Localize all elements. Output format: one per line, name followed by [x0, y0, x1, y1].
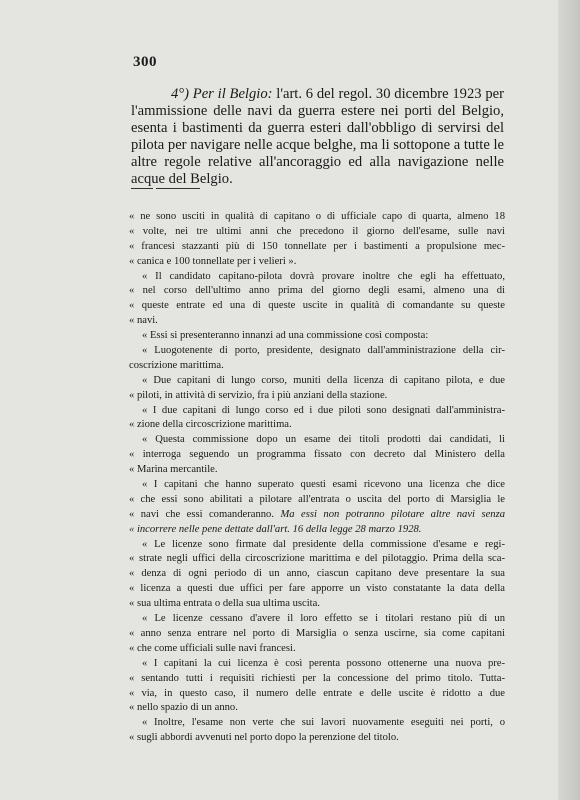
footnote-line-text: « Due capitani di lungo corso, muniti della licenza di capitano pilota, e due [142, 374, 505, 386]
footnote-line-text: « navi. [129, 315, 158, 327]
footnote-line-text: « canica e 100 tonnellate per i velieri ». [129, 255, 297, 267]
footnote-line [129, 716, 505, 731]
footnote-line-text: « Marina mercantile. [129, 464, 218, 476]
footnote-line-text: « Luogotenente di porto, presidente, designato dall'amministrazione della cir- [142, 345, 505, 357]
footnote-line [129, 523, 505, 538]
footnote-line-text: « nel corso dell'ultimo anno prima del giorno degli esami, almeno una di [129, 285, 505, 297]
footnote-line [129, 627, 505, 642]
footnote-line-text: « Essi si presenteranno innanzi ad una commissione così composta: [142, 330, 429, 342]
footnote-line-text: « zione della circoscrizione marittima. [129, 419, 292, 431]
footnote-line [129, 448, 505, 463]
footnote-line-text: « interroga seguendo un programma fissato con decreto dal Ministero della [129, 449, 505, 461]
footnote-line [129, 701, 505, 716]
footnote-line [129, 582, 505, 597]
page-edge-shadow [558, 0, 580, 800]
footnote-line-text: « sugli abbordi avvenuti nel porto dopo la perenzione del titolo. [129, 732, 399, 744]
footnote-line-text: coscrizione marittima. [129, 359, 224, 371]
footnote-separator-right [156, 188, 200, 189]
footnote-separator-left [131, 188, 153, 189]
footnote-line [129, 240, 505, 255]
footnote-line [129, 672, 505, 687]
footnote-line [129, 255, 505, 270]
footnote-line-text: « licenza a questi due uffici per fare apporre un visto constatante la data della [129, 583, 505, 595]
footnote-line [129, 612, 505, 627]
page-number: 300 [133, 54, 157, 70]
footnote-line-text: « sentando tutti i requisiti richiesti per la concessione del primo titolo. Tutta- [129, 672, 505, 684]
footnote-line-text: « Questa commissione dopo un esame dei titoli prodotti dai candidati, li [142, 434, 505, 446]
footnote-line-text: « I capitani che hanno superato questi esami ricevono una licenza che dice [142, 479, 505, 491]
footnote-line-text: « che essi sono abilitati a pilotare all'entrata o uscita del porto di Marsiglia le [129, 493, 505, 505]
footnote-line-text: « via, in questo caso, il numero delle entrate e delle uscite è ridotto a due [129, 687, 505, 699]
footnote-line [129, 508, 505, 523]
footnotes-block [129, 210, 505, 746]
footnote-line-text: « queste entrate ed una di queste uscite in qualità di comandante su queste [129, 300, 505, 312]
footnote-line [129, 284, 505, 299]
footnote-line [129, 493, 505, 508]
footnote-line-text: « francesi stazzanti più di 150 tonnellate per i bastimenti a propulsione mec- [129, 240, 505, 252]
footnote-line [129, 478, 505, 493]
footnote-line [129, 389, 505, 404]
footnote-line-text: « I capitani la cui licenza è così perenta possono ottenerne una nuova pre- [142, 657, 505, 669]
footnote-line [129, 433, 505, 448]
footnote-line-text: « navi che essi comanderanno. [129, 508, 274, 520]
footnote-line [129, 642, 505, 657]
footnote-line [129, 374, 505, 389]
footnote-line-text: « Le licenze cessano d'avere il loro effetto se i titolari restano più di un [142, 613, 505, 625]
footnote-line [129, 418, 505, 433]
footnote-line [129, 657, 505, 672]
footnote-line [129, 538, 505, 553]
main-paragraph-text: l'art. 6 del regol. 30 dicembre 1923 per l'ammissione delle navi da guerra estere nei porti del Belgio, esenta i bastimenti da guerra esteri dall'obbligo di servirsi del pilota per navigare nelle acque belghe, ma li sottopone a tutte le altre regole relative all'ancoraggio ed alla navigazione nelle acque del Belgio. [131, 86, 504, 188]
footnote-line-text: « denza di ogni periodo di un anno, ciascun capitano deve presentare la sua [129, 568, 505, 580]
footnote-line-text: « Il candidato capitano-pilota dovrà provare inoltre che egli ha effettuato, [142, 270, 505, 282]
footnote-line [129, 314, 505, 329]
footnote-line [129, 597, 505, 612]
footnote-line [129, 731, 505, 746]
footnote-line-text: « che come ufficiali sulle navi francesi. [129, 642, 296, 654]
footnote-line-text: « nello spazio di un anno. [129, 702, 238, 714]
footnote-line-text: « Le licenze sono firmate dal presidente della commissione d'esame e regi- [142, 538, 505, 550]
footnote-line-italic: Ma essi non potranno pilotare altre navi senza [274, 508, 506, 520]
footnote-line [129, 210, 505, 225]
footnote-line [129, 299, 505, 314]
footnote-line-text: « sua ultima entrata o della sua ultima uscita. [129, 598, 320, 610]
footnote-line-text: « anno senza entrare nel porto di Marsiglia o senza uscirne, sia come capitani [129, 627, 505, 639]
footnote-line [129, 329, 505, 344]
footnote-line [129, 552, 505, 567]
footnote-line [129, 225, 505, 240]
footnote-line-italic: « incorrere nelle pene dettate dall'art. 16 della legge 28 marzo 1928. [129, 523, 422, 535]
footnote-line-text: « piloti, in attività di servizio, fra i più anziani della stazione. [129, 389, 388, 401]
footnote-line-text: « Inoltre, l'esame non verte che sui lavori nuovamente eseguiti nei porti, o [142, 717, 505, 729]
footnote-line [129, 404, 505, 419]
footnote-line [129, 344, 505, 359]
footnote-line [129, 270, 505, 285]
footnote-line-text: « I due capitani di lungo corso ed i due piloti sono designati dall'amministra- [142, 404, 505, 416]
footnote-line [129, 359, 505, 374]
footnote-line [129, 463, 505, 478]
footnote-line [129, 687, 505, 702]
footnote-line-text: « ne sono usciti in qualità di capitano o di ufficiale capo di quarta, almeno 18 [129, 211, 505, 222]
main-paragraph [131, 86, 504, 189]
footnote-line-text: « volte, nei tre ultimi anni che precedono il giorno dell'esame, sulle navi [129, 225, 505, 237]
main-paragraph-lead: 4°) Per il Belgio: [171, 86, 273, 102]
footnote-line [129, 567, 505, 582]
footnote-line-text: « strate negli uffici della circoscrizione marittima e del pilotaggio. Prima della sca- [129, 553, 505, 565]
